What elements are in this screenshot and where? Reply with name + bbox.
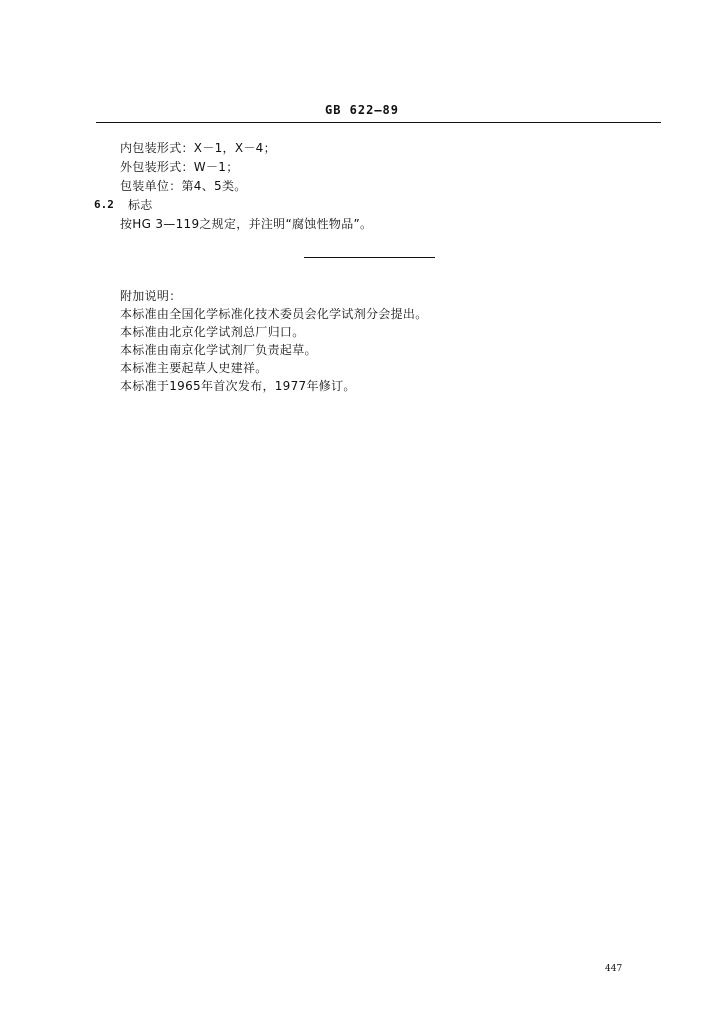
marking-text-line: 按HG 3—119之规定，并注明“腐蚀性物品”。 [120,217,373,231]
standard-code-header: GB 622—89 [324,103,400,117]
section-title-marking: 标志 [128,198,153,212]
header-rule [96,122,661,123]
additional-note-line: 本标准于1965年首次发布，1977年修订。 [120,379,356,393]
packaging-unit-line: 包装单位：第4、5类。 [120,179,247,193]
page-number: 447 [605,964,623,974]
additional-notes-heading: 附加说明： [120,289,182,303]
additional-note-line: 本标准由南京化学试剂厂负责起草。 [120,343,317,357]
inner-packaging-line: 内包装形式：X－1，X－4； [120,141,276,155]
additional-note-line: 本标准由北京化学试剂总厂归口。 [120,325,305,339]
outer-packaging-line: 外包装形式：W－1； [120,160,239,174]
section-number-6-2: 6.2 [94,198,114,211]
additional-note-line: 本标准由全国化学标准化技术委员会化学试剂分会提出。 [120,307,428,321]
additional-note-line: 本标准主要起草人史建祥。 [120,361,268,375]
end-of-text-rule [304,257,435,258]
